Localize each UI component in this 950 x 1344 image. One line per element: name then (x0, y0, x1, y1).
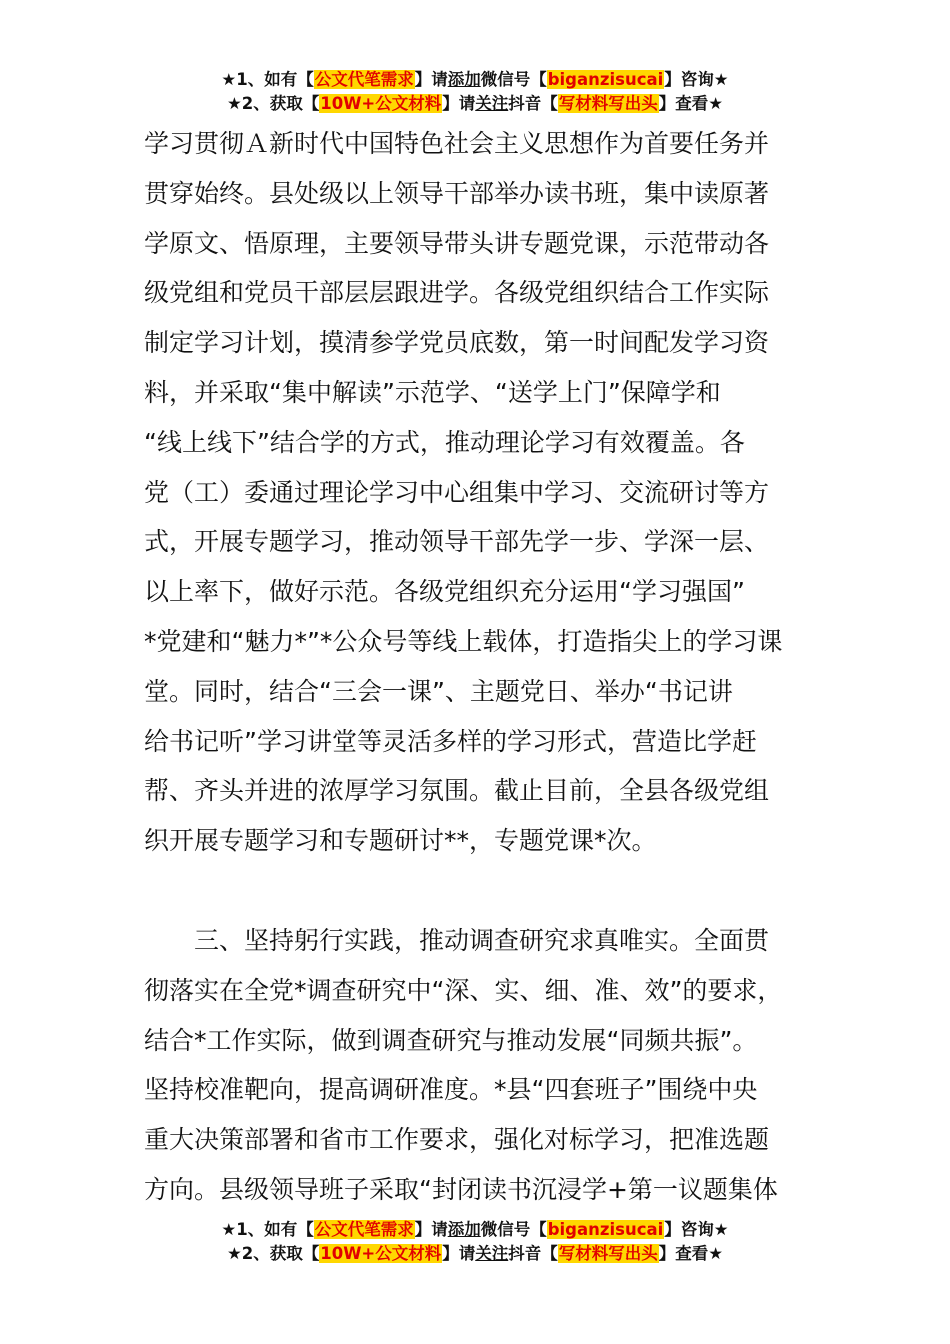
underlined-word: 关注 (475, 94, 509, 113)
banner-text: 抖音【 (508, 94, 558, 113)
text-line: 学原文、悟原理，主要领导带头讲专题党课，示范带动各 (144, 228, 770, 258)
header-banner (0, 68, 950, 116)
text-line: 结合*工作实际，做到调查研究与推动发展“同频共振”。 (144, 1025, 758, 1055)
highlight-wechat-id: biganzisucai (547, 1220, 664, 1239)
text-line: 彻落实在全党*调查研究中“深、实、细、准、效”的要求， (144, 975, 783, 1005)
banner-text: 】请 (414, 1220, 448, 1239)
text-line: 学习贯彻Ａ新时代中国特色社会主义思想作为首要任务并 (144, 129, 770, 158)
text-line: 党（工）委通过理论学习中心组集中学习、交流研讨等方 (144, 477, 770, 507)
highlight-douyin: 写材料写出头 (558, 1244, 658, 1263)
banner-text: 】请 (442, 94, 476, 113)
text-line: 制定学习计划，摸清参学党员底数，第一时间配发学习资 (144, 328, 770, 358)
paragraph-1 (144, 119, 814, 866)
text-line: 方向。县级领导班子采取“封闭读书沉浸学+第一议题集体 (144, 1174, 778, 1204)
banner-text: 微信号【 (480, 70, 547, 89)
highlight-wechat-id: biganzisucai (547, 70, 664, 89)
banner-text: 】查看★ (658, 94, 724, 113)
text-line: 给书记听”学习讲堂等灵活多样的学习形式，营造比学赶 (144, 726, 757, 756)
banner-text: 】咨询★ (664, 1220, 729, 1239)
banner-text: 】请 (442, 1244, 476, 1263)
text-line: 级党组和党员干部层层跟进学。各级党组织结合工作实际 (144, 278, 770, 308)
highlight-service: 公文代笔需求 (314, 70, 414, 89)
banner-text: ★1、如有【 (221, 1220, 314, 1239)
document-body (144, 119, 814, 1215)
text-line: 堂。同时，结合“三会一课”、主题党日、举办“书记讲 (144, 676, 733, 706)
text-line: 贯穿始终。县处级以上领导干部举办读书班，集中读原著 (144, 178, 770, 208)
text-line: 料，并采取“集中解读”示范学、“送学上门”保障学和 (144, 377, 721, 407)
paragraph-gap (144, 866, 814, 916)
banner-text: 】查看★ (658, 1244, 724, 1263)
banner-text: 】请 (414, 70, 448, 89)
text-line: “线上线下”结合学的方式，推动理论学习有效覆盖。各 (144, 427, 745, 457)
highlight-douyin: 写材料写出头 (558, 94, 658, 113)
banner-line-2 (0, 92, 950, 116)
banner-text: ★2、获取【 (226, 94, 320, 113)
highlight-materials: 10W+公文材料 (320, 94, 442, 113)
banner-text: ★2、获取【 (226, 1244, 320, 1263)
underlined-word: 添加 (447, 1220, 481, 1239)
banner-text: ★1、如有【 (221, 70, 314, 89)
banner-text: 】咨询★ (664, 70, 729, 89)
banner-line-1 (0, 68, 950, 92)
text-line: 以上率下，做好示范。各级党组织充分运用“学习强国” (144, 577, 745, 607)
banner-line-1 (0, 1218, 950, 1242)
footer-banner (0, 1218, 950, 1266)
paragraph-2 (144, 916, 814, 1215)
banner-text: 抖音【 (508, 1244, 558, 1263)
text-line: 式，开展专题学习，推动领导干部先学一步、学深一层、 (144, 527, 770, 557)
banner-line-2 (0, 1242, 950, 1266)
highlight-service: 公文代笔需求 (314, 1220, 414, 1239)
text-line: 帮、齐头并进的浓厚学习氛围。截止目前，全县各级党组 (144, 776, 770, 806)
underlined-word: 关注 (475, 1244, 509, 1263)
underlined-word: 添加 (447, 70, 481, 89)
highlight-materials: 10W+公文材料 (320, 1244, 442, 1263)
text-line: 织开展专题学习和专题研讨**，专题党课*次。 (144, 826, 657, 856)
text-line: 三、坚持躬行实践，推动调查研究求真唯实。全面贯 (194, 925, 770, 955)
text-line: 坚持校准靶向，提高调研准度。*县“四套班子”围绕中央 (144, 1075, 758, 1105)
text-line: 重大决策部署和省市工作要求，强化对标学习，把准选题 (144, 1125, 770, 1155)
banner-text: 微信号【 (480, 1220, 547, 1239)
text-line: *党建和“魅力*”*公众号等线上载体，打造指尖上的学习课 (144, 626, 783, 656)
